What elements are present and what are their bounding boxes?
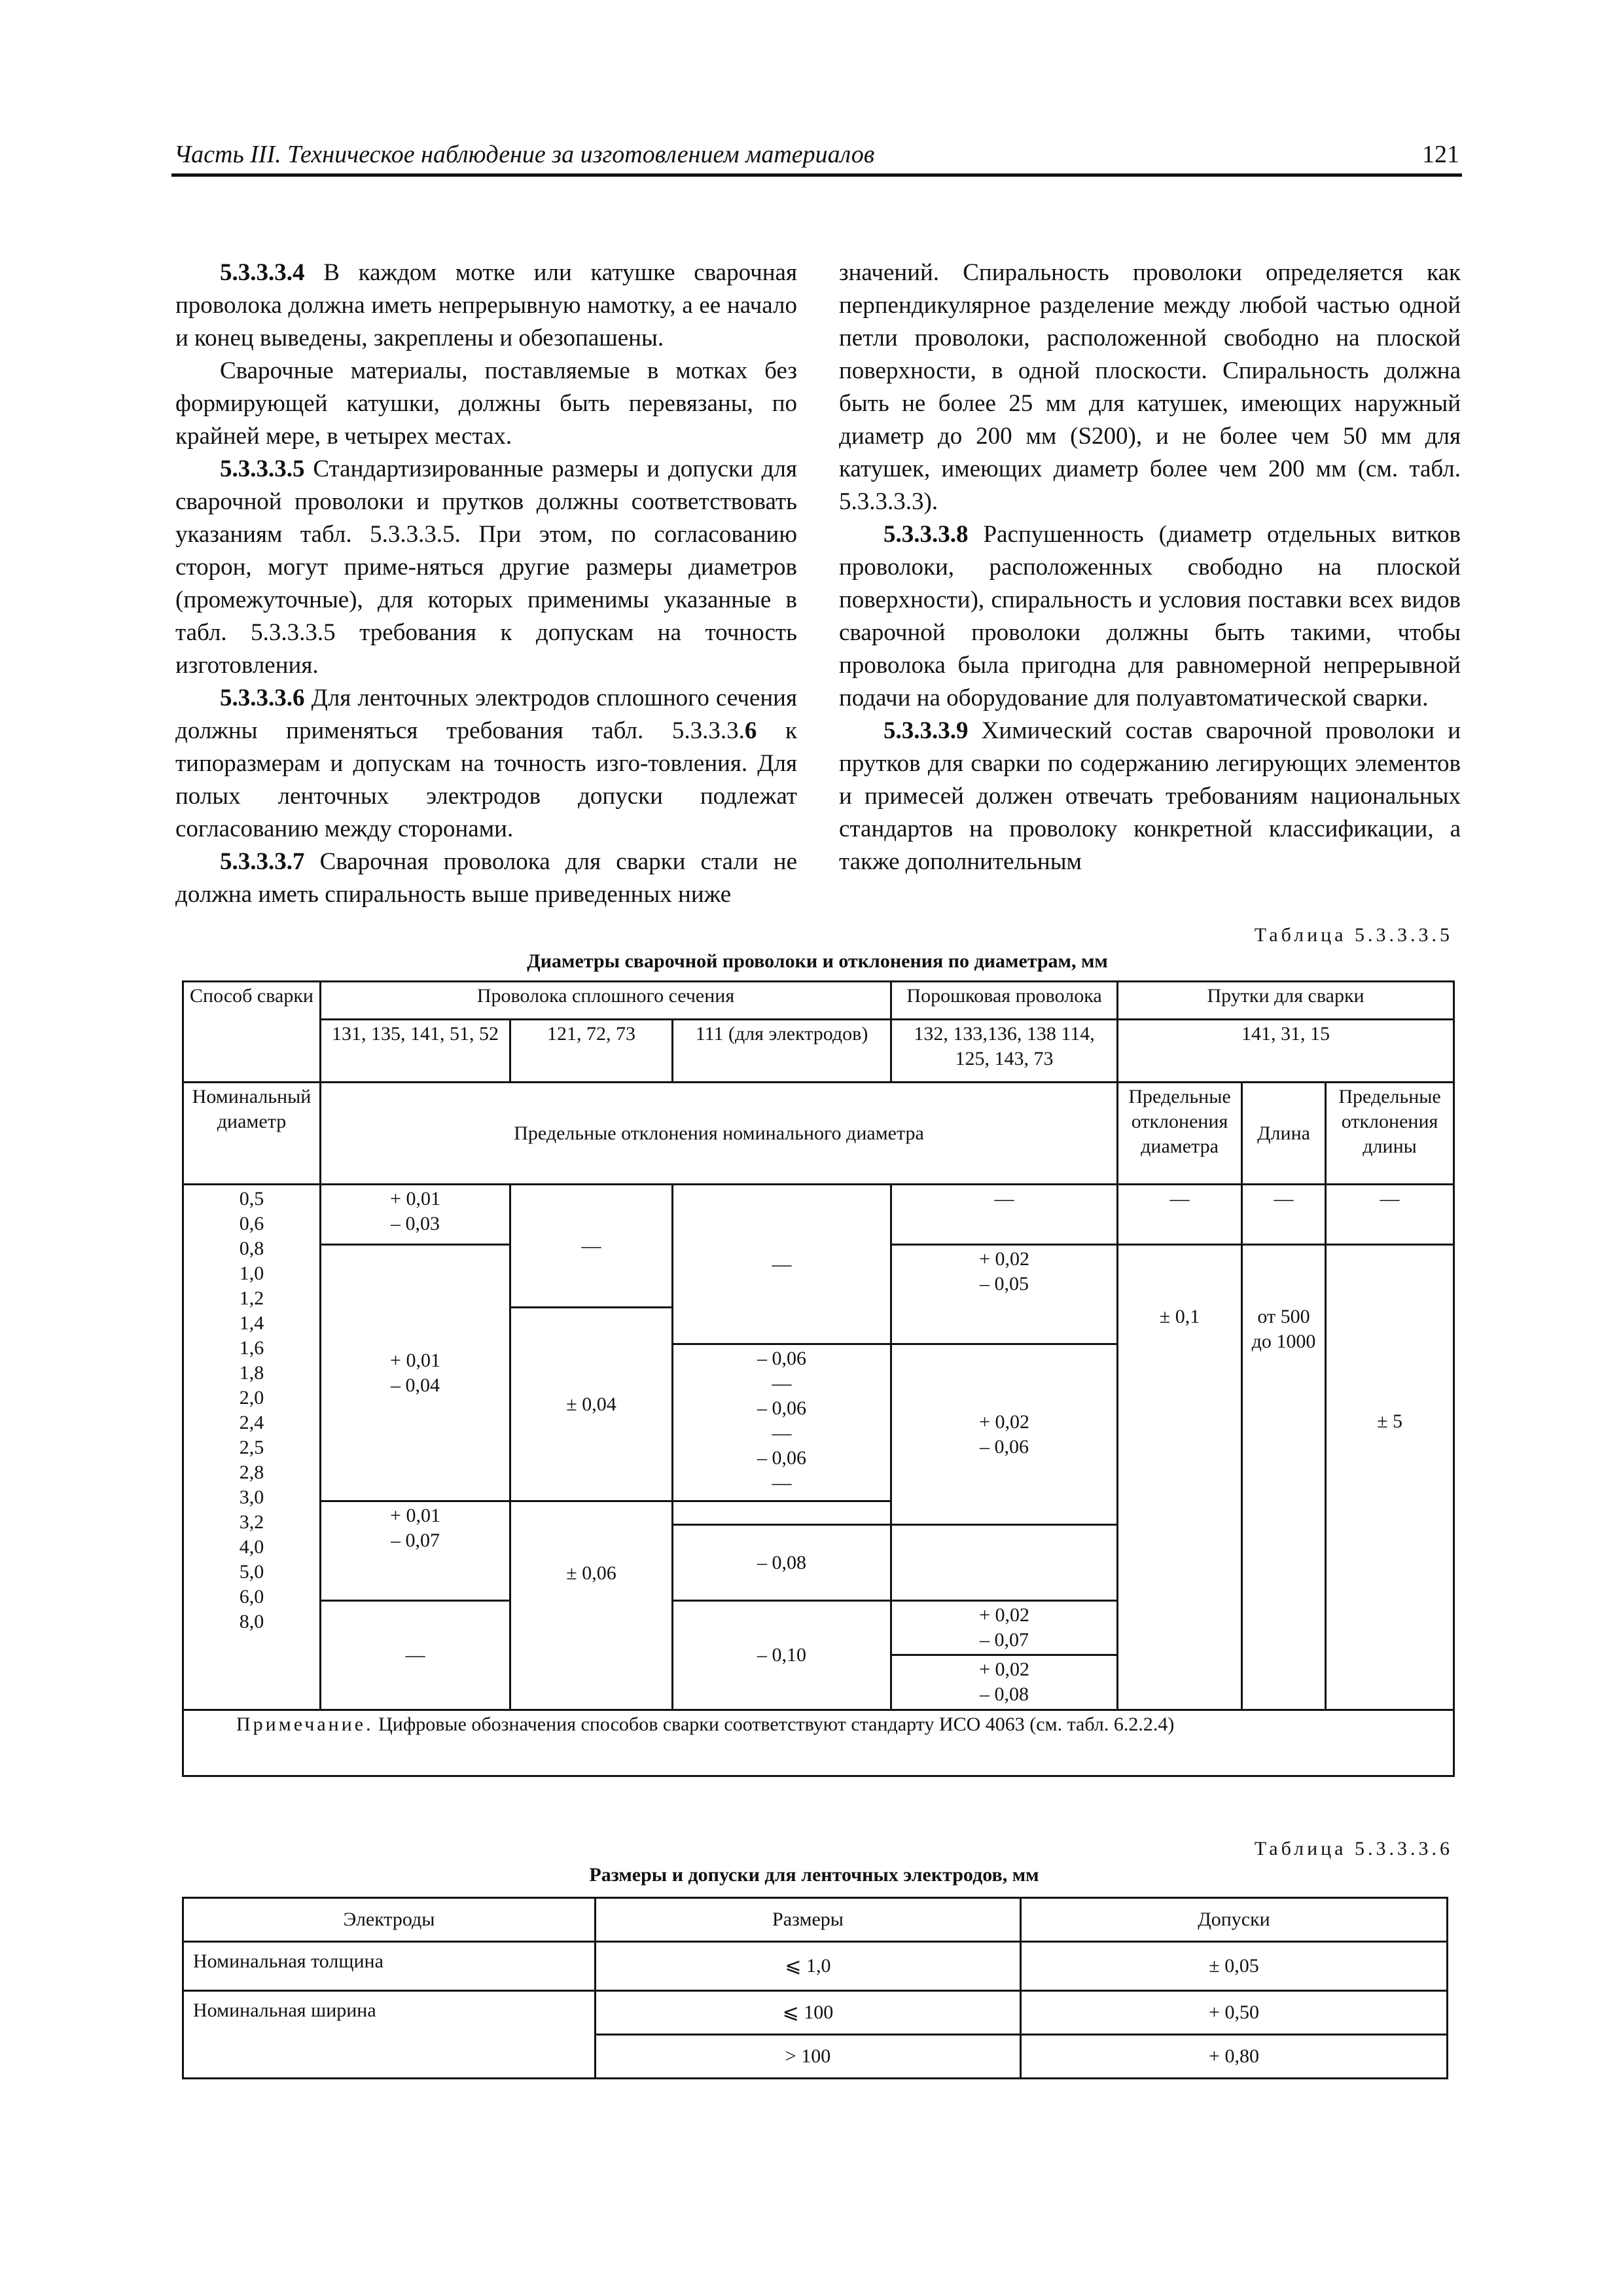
header-deviations: Предельные отклонения номинального диаметра xyxy=(321,1083,1118,1185)
cell: ± 5 xyxy=(1326,1245,1454,1710)
cell: ⩽ 1,0 xyxy=(596,1942,1021,1991)
cell: ± 0,05 xyxy=(1021,1942,1448,1991)
cell: + 0,01 – 0,04 xyxy=(321,1245,510,1501)
note-label: Примечание. xyxy=(236,1713,374,1735)
cell: + 0,01 – 0,07 xyxy=(321,1501,510,1601)
paragraph-bold: 6 xyxy=(744,717,757,744)
paragraph xyxy=(175,682,797,846)
diameter-list: 0,5 0,6 0,8 1,0 1,2 1,4 1,6 1,8 2,0 2,4 2,5 2,8 3,0 3,2 4,0 5,0 6,0 8,0 xyxy=(183,1185,321,1710)
running-title: Часть III. Техническое наблюдение за изготовлением материалов xyxy=(174,141,875,168)
row-label: Номинальная толщина xyxy=(183,1942,596,1991)
cell: + 0,02 – 0,08 xyxy=(891,1655,1118,1710)
header-flux-wire: Порошковая проволока xyxy=(891,982,1118,1020)
cell: + 0,02 – 0,07 xyxy=(891,1601,1118,1655)
cell: – 0,06 — – 0,06 — – 0,06 — xyxy=(673,1344,891,1501)
cell: — xyxy=(673,1185,891,1344)
cell: + 0,01 – 0,03 xyxy=(321,1185,510,1245)
paragraph xyxy=(175,846,797,911)
header-length: Длина xyxy=(1242,1083,1326,1185)
header-tolerances: Допуски xyxy=(1021,1898,1448,1942)
cell: — xyxy=(1326,1185,1454,1245)
header-process-codes: 132, 133,136, 138 114, 125, 143, 73 xyxy=(891,1020,1118,1083)
paragraph xyxy=(175,453,797,682)
cell: + 0,50 xyxy=(1021,1991,1448,2035)
table-caption: Таблица 5.3.3.3.5 xyxy=(1254,924,1453,946)
cell: — xyxy=(891,1185,1118,1245)
header-sizes: Размеры xyxy=(596,1898,1021,1942)
cell: — xyxy=(1118,1185,1242,1245)
cell: — xyxy=(510,1185,673,1308)
clause-number: 5.3.3.3.7 xyxy=(220,848,305,875)
header-solid-wire: Проволока сплошного сечения xyxy=(321,982,891,1020)
cell: от 500 до 1000 xyxy=(1242,1245,1326,1710)
header-process-codes: 141, 31, 15 xyxy=(1118,1020,1454,1083)
clause-number: 5.3.3.3.9 xyxy=(883,717,969,744)
paragraph-text: Для ленточных электродов сплошного сечения должны применяться требования табл. 5.3.3.3. xyxy=(175,685,797,744)
clause-number: 5.3.3.3.5 xyxy=(220,456,305,482)
table-caption: Таблица 5.3.3.3.6 xyxy=(1254,1838,1453,1859)
header-electrodes: Электроды xyxy=(183,1898,596,1942)
cell: — xyxy=(321,1601,510,1710)
left-column xyxy=(175,257,797,911)
cell: – 0,08 xyxy=(673,1525,891,1601)
right-column xyxy=(839,257,1461,878)
cell: + 0,02 – 0,05 xyxy=(891,1245,1118,1344)
paragraph-text: Сварочные материалы, поставляемые в мотках без формирующей катушки, должны быть перевязаны, по крайней мере, в четырех местах. xyxy=(175,357,797,450)
cell: ± 0,1 xyxy=(1118,1245,1242,1710)
clause-number: 5.3.3.3.4 xyxy=(220,259,305,286)
paragraph xyxy=(839,715,1461,878)
clause-number: 5.3.3.3.8 xyxy=(883,521,969,548)
paragraph-text: В каждом мотке или катушке сварочная проволока должна иметь непрерывную намотку, а ее начало и конец выведены, закреплены и обезопашены. xyxy=(175,259,797,351)
paragraph-text: Стандартизированные размеры и допуски для сварочной проволоки и прутков должны соответствовать указаниям табл. 5.3.3.3.5. При этом, по согласованию сторон, могут приме-няться другие размеры диаметров (промежуточные), для которых применимы указанные в табл. 5.3.3.3.5 требования к допускам на точность изготовления. xyxy=(175,456,797,679)
wire-diameter-table xyxy=(182,980,1455,1777)
cell: – 0,10 xyxy=(673,1601,891,1710)
header-method: Способ сварки xyxy=(183,982,321,1083)
note-text: Цифровые обозначения способов сварки соответствуют стандарту ИСО 4063 (см. табл. 6.2.2.4) xyxy=(373,1713,1175,1735)
page-number: 121 xyxy=(1422,141,1459,168)
paragraph-text: Распушенность (диаметр отдельных витков проволоки, расположенных свободно на плоской поверхности), спиральность и условия поставки всех видов сварочной проволоки должны быть такими, чтобы проволока была пригодна для равномерной непрерывной подачи на оборудование для полуавтоматической сварки. xyxy=(839,521,1461,711)
page-header xyxy=(171,139,1462,177)
cell: ± 0,06 xyxy=(510,1501,673,1710)
cell: + 0,02 – 0,06 xyxy=(891,1344,1118,1525)
header-diameter-deviations: Предельные отклонения диаметра xyxy=(1118,1083,1242,1185)
cell: > 100 xyxy=(596,2035,1021,2079)
table-title: Размеры и допуски для ленточных электродов, мм xyxy=(589,1864,1039,1886)
table-title: Диаметры сварочной проволоки и отклонения по диаметрам, мм xyxy=(527,950,1108,972)
header-length-deviations: Предельные отклонения длины xyxy=(1326,1083,1454,1185)
paragraph-text: значений. Спиральность проволоки определяется как перпендикулярное разделение между любой частью одной петли проволоки, расположенной свободно на плоской поверхности, в одной плоскости. Спиральность должна быть не более 25 мм для катушек, имеющих наружный диаметр до 200 мм (S200), и не более чем 50 мм для катушек, имеющих диаметр более чем 200 мм (см. табл. 5.3.3.3.3). xyxy=(839,259,1461,515)
header-rods: Прутки для сварки xyxy=(1118,982,1454,1020)
paragraph-text: Сварочная проволока для сварки стали не должна иметь спиральность выше приведенных ниже xyxy=(175,848,797,908)
cell: — xyxy=(1242,1185,1326,1245)
header-process-codes: 111 (для электродов) xyxy=(673,1020,891,1083)
header-nominal-diameter: Номинальный диаметр xyxy=(183,1083,321,1185)
cell: ⩽ 100 xyxy=(596,1991,1021,2035)
row-label: Номинальная ширина xyxy=(183,1991,596,2079)
paragraph xyxy=(839,257,1461,518)
header-process-codes: 131, 135, 141, 51, 52 xyxy=(321,1020,510,1083)
header-process-codes: 121, 72, 73 xyxy=(510,1020,673,1083)
paragraph xyxy=(175,355,797,453)
strip-electrode-table xyxy=(182,1897,1448,2079)
cell: + 0,80 xyxy=(1021,2035,1448,2079)
paragraph xyxy=(839,518,1461,715)
paragraph-text: к типоразмерам и допускам на точность изго-товления. Для полых ленточных электродов допуски подлежат согласованию между сторонами. xyxy=(175,717,797,842)
table-note xyxy=(183,1710,1454,1776)
clause-number: 5.3.3.3.6 xyxy=(220,685,305,711)
cell: ± 0,04 xyxy=(510,1308,673,1501)
paragraph xyxy=(175,257,797,355)
paragraph-text: Химический состав сварочной проволоки и прутков для сварки по содержанию легирующих элементов и примесей должен отвечать требованиям национальных стандартов на проволоку конкретной классификации, а также дополнительным xyxy=(839,717,1461,875)
